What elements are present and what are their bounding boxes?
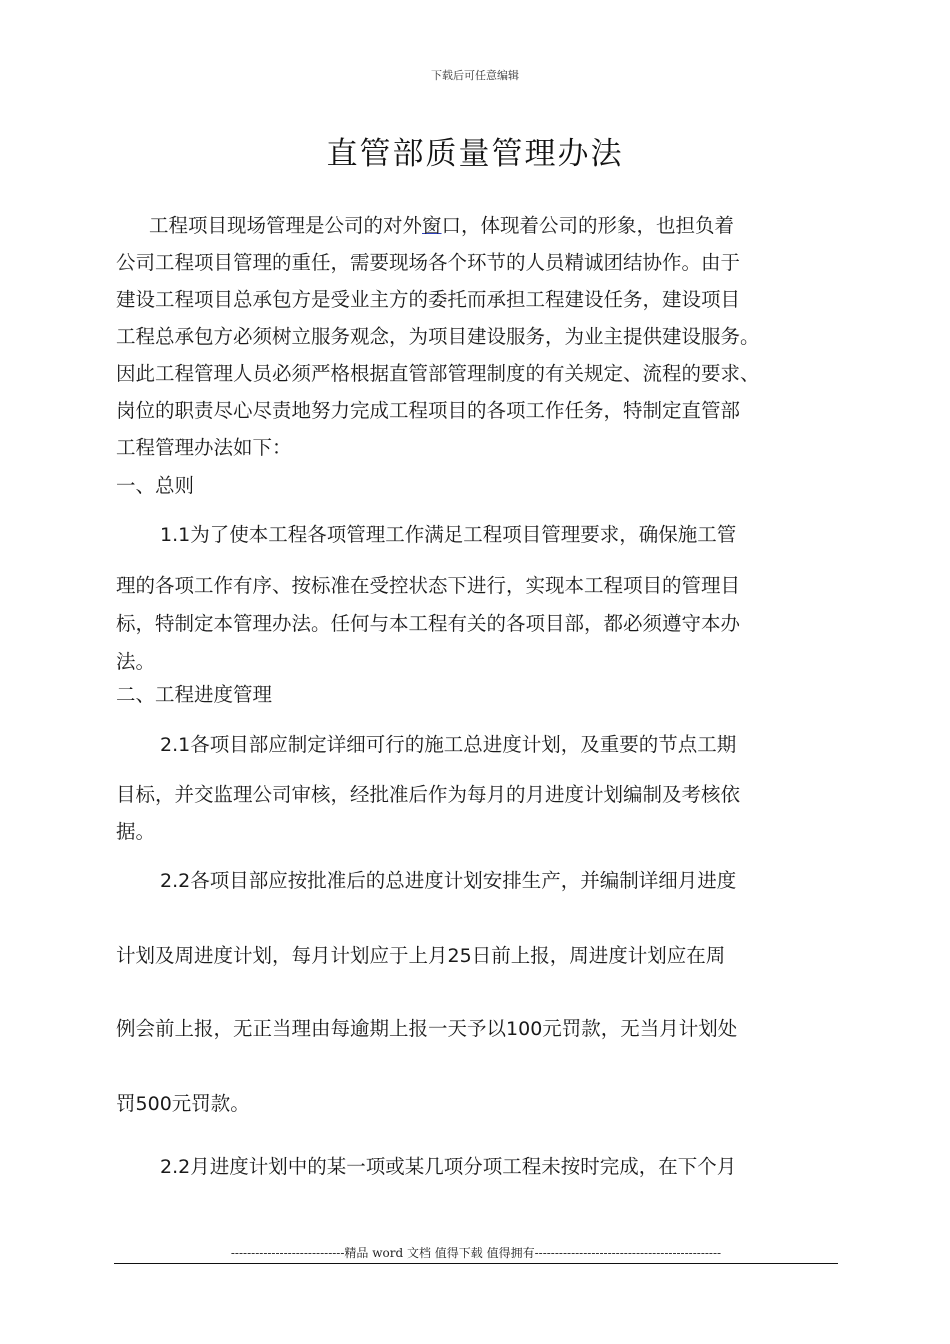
clause-line: 目标，并交监理公司审核，经批准后作为每月的月进度计划编制及考核依 — [116, 783, 741, 806]
section-heading-general — [116, 467, 846, 504]
intro-line: 工程管理办法如下： — [116, 436, 292, 459]
clause-number: 1.1 — [160, 524, 191, 546]
clause-text: 计划及周进度计划，每月计划应于上月 — [116, 944, 448, 967]
intro-line: 建设工程项目总承包方是受业主方的委托而承担工程建设任务，建设项目 — [116, 288, 741, 311]
section-heading-text: 二、工程进度管理 — [116, 683, 273, 706]
clause-line: 据。 — [116, 820, 156, 843]
section-heading-text: 一、总则 — [116, 474, 195, 497]
section-heading-schedule — [116, 676, 846, 713]
clause-2-2-first-line — [116, 862, 846, 899]
intro-line: 岗位的职责尽心尽责地努力完成工程项目的各项工作任务，特制定直管部 — [116, 399, 741, 422]
clause-line: 标，特制定本管理办法。任何与本工程有关的各项目部，都必须遵守本办 — [116, 612, 741, 635]
clause-text: 例会前上报，无正当理由每逾期上报一天予以 — [116, 1017, 507, 1040]
clause-text: 为了使本工程各项管理工作满足工程项目管理要求，确保施工管 — [190, 523, 737, 546]
clause-line: 理的各项工作有序、按标准在受控状态下进行，实现本工程项目的管理目 — [116, 574, 741, 597]
deadline-day: 25 — [447, 945, 472, 967]
clause-1-1-first-line — [116, 516, 846, 553]
intro-text: 工程项目现场管理是公司的对外 — [149, 214, 423, 237]
clause-text: 月进度计划中的某一项或某几项分项工程未按时完成，在下个月 — [190, 1155, 737, 1178]
intro-line-1 — [116, 207, 846, 244]
header-note: 下载后可任意编辑 — [431, 69, 519, 82]
clause-number: 2.1 — [160, 734, 191, 756]
clause-text: 日前上报，周进度计划应在周 — [471, 944, 726, 967]
footer-rule — [114, 1263, 838, 1264]
clause-2-1-first-line — [116, 726, 846, 763]
window-link[interactable]: 窗 — [422, 214, 442, 237]
clause-2-2b-first-line — [116, 1148, 846, 1185]
intro-line: 公司工程项目管理的重任，需要现场各个环节的人员精诚团结协作。由于 — [116, 251, 741, 274]
intro-paragraph — [116, 207, 846, 466]
clause-number: 2.2 — [160, 870, 191, 892]
clause-2-1-body — [116, 776, 846, 850]
intro-line: 工程总承包方必须树立服务观念，为项目建设服务，为业主提供建设服务。 — [116, 325, 760, 348]
document-title: 直管部质量管理办法 — [326, 136, 624, 172]
clause-2-2-line-2 — [116, 937, 846, 974]
clause-text: 罚 — [116, 1092, 136, 1115]
clause-text: 元罚款。 — [171, 1092, 250, 1115]
footer-note: ----------------------------精品 word 文档 值得下载 值得拥有---------------------------------------------- — [230, 1246, 722, 1260]
intro-text: 口，体现着公司的形象，也担负着 — [441, 214, 735, 237]
clause-text: 元罚款，无当月计划处 — [542, 1017, 738, 1040]
clause-2-2-line-4 — [116, 1085, 846, 1122]
clause-number: 2.2 — [160, 1156, 191, 1178]
monthly-fine-amount: 500 — [135, 1093, 172, 1115]
clause-2-2-line-3 — [116, 1010, 846, 1047]
clause-line: 法。 — [116, 650, 156, 673]
clause-text: 各项目部应制定详细可行的施工总进度计划，及重要的节点工期 — [190, 733, 737, 756]
daily-fine-amount: 100 — [506, 1018, 543, 1040]
clause-1-1-body — [116, 567, 846, 681]
intro-line: 因此工程管理人员必须严格根据直管部管理制度的有关规定、流程的要求、 — [116, 362, 760, 385]
clause-text: 各项目部应按批准后的总进度计划安排生产，并编制详细月进度 — [190, 869, 737, 892]
